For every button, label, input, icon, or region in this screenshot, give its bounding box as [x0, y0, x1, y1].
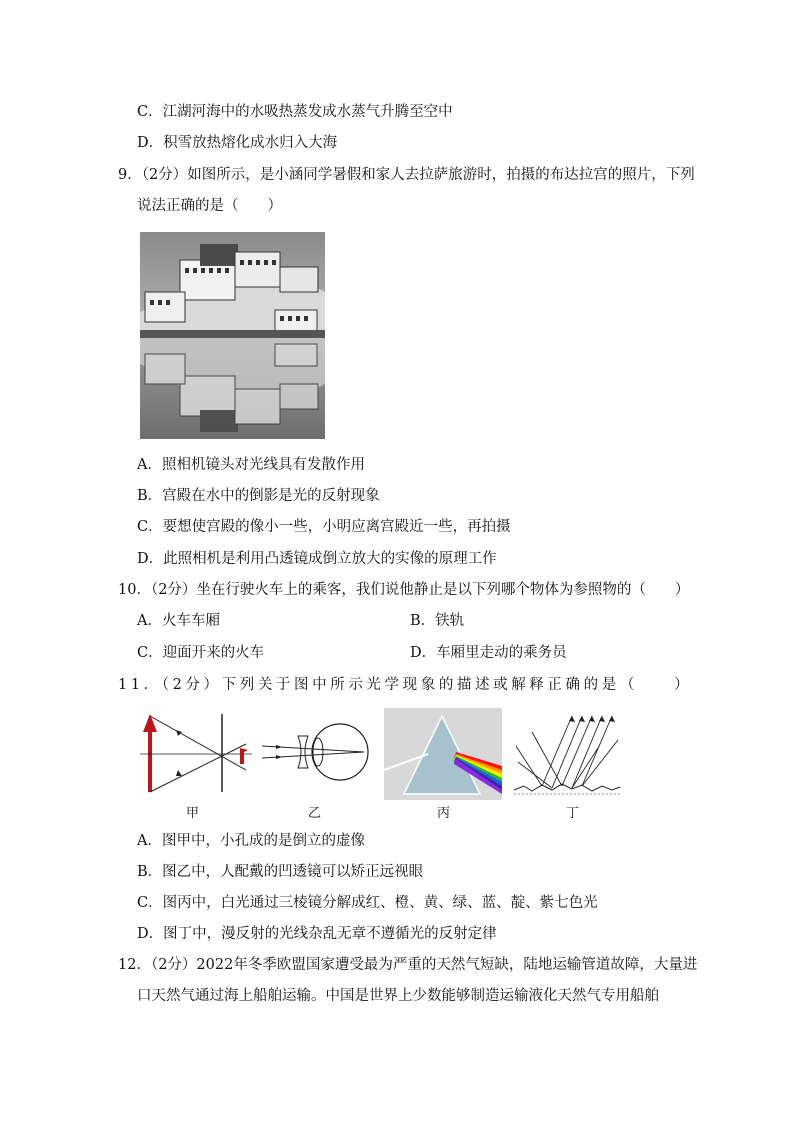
- q9-option-c: C．要想使宫殿的像小一些，小明应离宫殿近一些，再拍摄: [137, 519, 511, 535]
- potala-palace-photo: [140, 232, 325, 439]
- q9-option-d: D．此照相机是利用凸透镜成倒立放大的实像的原理工作: [137, 551, 497, 567]
- q10-option-b: B．铁轨: [410, 613, 465, 629]
- figure-label-jia: 甲: [186, 806, 200, 821]
- q11-option-a: A．图甲中，小孔成的是倒立的虚像: [137, 833, 365, 849]
- q9-stem-line1: 9．（2分）如图所示，是小涵同学暑假和家人去拉萨旅游时，拍摄的布达拉宫的照片，下列: [118, 167, 695, 183]
- figure-label-ding: 丁: [566, 806, 580, 821]
- prism-diagram: [384, 708, 502, 800]
- q12-stem-line2: 口天然气通过海上船舶运输。中国是世界上少数能够制造运输液化天然气专用船舶: [137, 988, 659, 1004]
- q10-option-a: A．火车车厢: [137, 613, 220, 629]
- q11-option-c: C．图丙中，白光通过三棱镜分解成红、橙、黄、绿、蓝、靛、紫七色光: [137, 895, 598, 911]
- q11-option-b: B．图乙中，人配戴的凹透镜可以矫正远视眼: [137, 864, 424, 880]
- optics-figures: [140, 708, 640, 820]
- figure-label-yi: 乙: [308, 806, 322, 821]
- q11-stem: 11．（2分）下列关于图中所示光学现象的描述或解释正确的是（ ）: [118, 677, 693, 693]
- pinhole-diagram: [140, 708, 252, 798]
- q10-option-c: C．迎面开来的火车: [137, 645, 265, 661]
- q8-option-d: D．积雪放热熔化成水归入大海: [137, 135, 338, 151]
- q9-option-a: A．照相机镜头对光线具有发散作用: [137, 457, 365, 473]
- q10-option-d: D．车厢里走动的乘务员: [410, 645, 567, 661]
- q9-stem-line2: 说法正确的是（ ）: [137, 198, 282, 214]
- diffuse-reflection-diagram: [512, 712, 622, 798]
- q9-option-b: B．宫殿在水中的倒影是光的反射现象: [137, 488, 380, 504]
- q12-stem-line1: 12．（2分）2022年冬季欧盟国家遭受最为严重的天然气短缺，陆地运输管道故障，大量进: [118, 957, 698, 973]
- eye-lens-diagram: [260, 718, 372, 788]
- q10-stem: 10．（2分）坐在行驶火车上的乘客，我们说他静止是以下列哪个物体为参照物的（ ）: [118, 582, 690, 598]
- q11-option-d: D．图丁中，漫反射的光线杂乱无章不遵循光的反射定律: [137, 926, 497, 942]
- figure-label-bing: 丙: [437, 806, 451, 821]
- q8-option-c: C．江湖河海中的水吸热蒸发成水蒸气升腾至空中: [137, 104, 453, 120]
